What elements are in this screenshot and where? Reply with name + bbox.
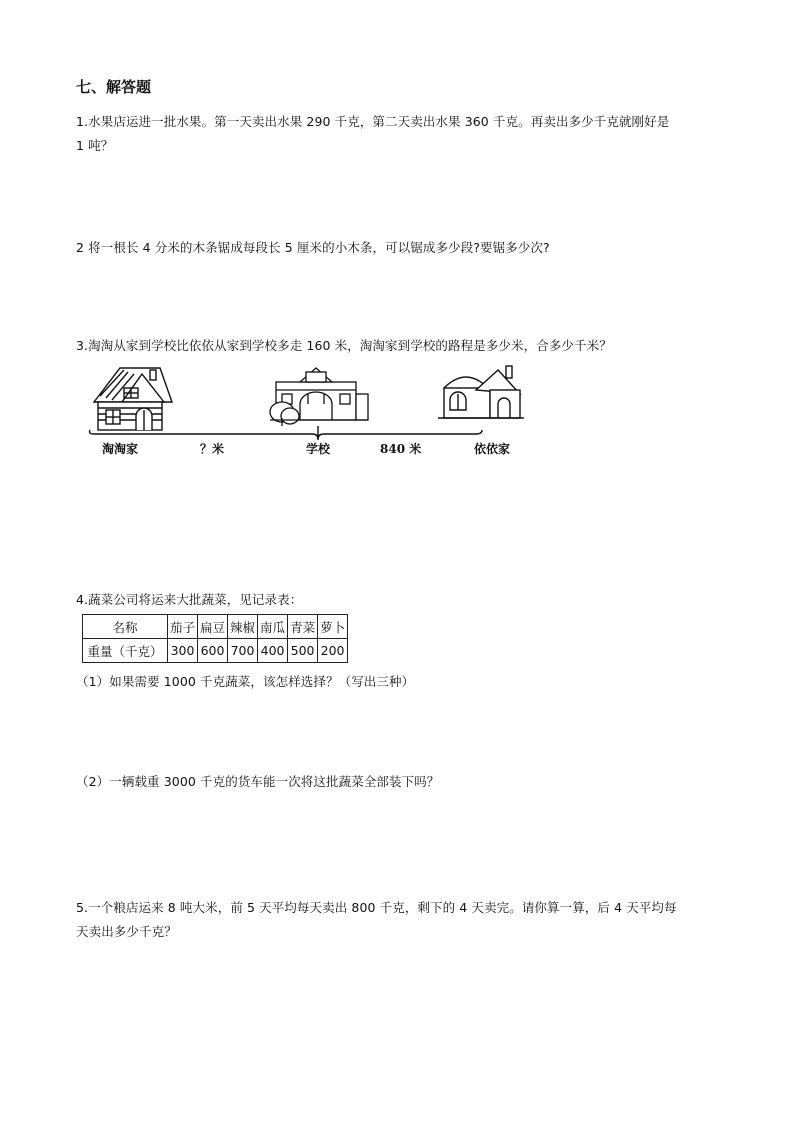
question-1-line-1: 1.水果店运进一批水果。第一天卖出水果 290 千克，第二天卖出水果 360 千克。再卖出多少千克就刚好是 xyxy=(76,114,670,129)
table-cell-item: 茄子 xyxy=(168,615,198,639)
table-cell-item: 萝卜 xyxy=(318,615,348,639)
taotao-house-icon xyxy=(94,368,172,430)
section-title: 七、解答题 xyxy=(76,78,152,96)
table-cell-weight: 300 xyxy=(168,639,198,663)
table-cell-weight: 600 xyxy=(198,639,228,663)
table-cell-weight: 500 xyxy=(288,639,318,663)
label-distance-840: 840 米 xyxy=(380,442,422,456)
question-1-line-2: 1 吨？ xyxy=(76,138,114,153)
yiyi-house-icon xyxy=(438,366,524,418)
label-taotao-home: 淘淘家 xyxy=(102,442,139,456)
table-header-weight: 重量（千克） xyxy=(83,639,168,663)
question-3: 3.淘淘从家到学校比依依从家到学校多走 160 米，淘淘家到学校的路程是多少米，合多少千米？ xyxy=(76,338,612,353)
table-cell-item: 南瓜 xyxy=(258,615,288,639)
table-cell-weight: 700 xyxy=(228,639,258,663)
label-school: 学校 xyxy=(306,442,331,456)
question-1 xyxy=(76,110,669,158)
question-5 xyxy=(76,896,677,944)
question-4-intro: 4.蔬菜公司将运来大批蔬菜，见记录表： xyxy=(76,592,303,607)
question-2: 2 将一根长 4 分米的木条锯成每段长 5 厘米的小木条，可以锯成多少段?要锯多少次? xyxy=(76,240,550,255)
question-4-part-2: （2）一辆载重 3000 千克的货车能一次将这批蔬菜全部装下吗？ xyxy=(76,774,440,789)
table-cell-item: 青菜 xyxy=(288,615,318,639)
label-unknown-distance: ？米 xyxy=(200,442,225,456)
table-cell-item: 扁豆 xyxy=(198,615,228,639)
question-4-part-1: （1）如果需要 1000 千克蔬菜，该怎样选择？（写出三种） xyxy=(76,674,415,689)
table-cell-item: 辣椒 xyxy=(228,615,258,639)
school-building-icon xyxy=(270,368,368,426)
vegetable-table xyxy=(82,614,348,663)
table-cell-weight: 400 xyxy=(258,639,288,663)
table-row xyxy=(83,639,348,663)
table-row xyxy=(83,615,348,639)
question-5-line-1: 5.一个粮店运来 8 吨大米，前 5 天平均每天卖出 800 千克，剩下的 4 天卖完。请你算一算，后 4 天平均每 xyxy=(76,900,677,915)
question-5-line-2: 天卖出多少千克？ xyxy=(76,924,177,939)
table-cell-weight: 200 xyxy=(318,639,348,663)
table-header-name: 名称 xyxy=(83,615,168,639)
label-yiyi-home: 依依家 xyxy=(474,442,511,456)
